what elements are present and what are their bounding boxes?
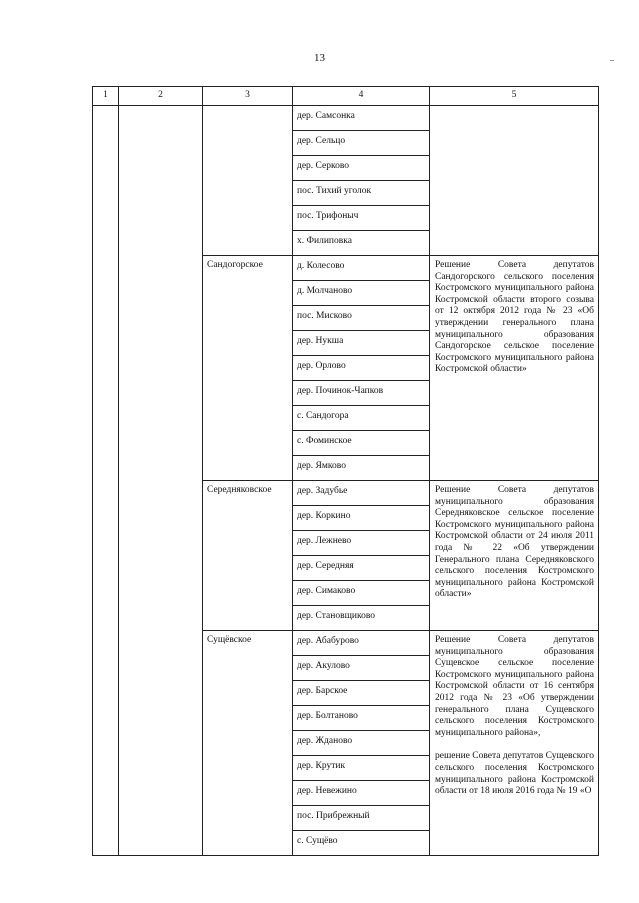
num-cell (93, 106, 119, 856)
locality-name: с. Сущёво (293, 831, 430, 856)
scan-mark (610, 60, 614, 61)
locality-name: дер. Невежино (293, 781, 430, 806)
header-row (93, 87, 599, 106)
locality-name: дер. Ямково (293, 456, 430, 481)
planning-document (430, 106, 599, 256)
locality-name: дер. Починок-Чапков (293, 381, 430, 406)
table-row (93, 106, 599, 131)
locality-name: дер. Середняя (293, 556, 430, 581)
locality-name: дер. Крутик (293, 756, 430, 781)
column-header: 2 (119, 87, 203, 106)
settlements-table (92, 86, 599, 856)
locality-name: пос. Трифоныч (293, 206, 430, 231)
locality-name: д. Колесово (293, 256, 430, 281)
locality-name: с. Сандогора (293, 406, 430, 431)
locality-name: дер. Акулово (293, 656, 430, 681)
settlement-name: Сущёвское (203, 631, 293, 856)
locality-name: дер. Становщиково (293, 606, 430, 631)
locality-name: дер. Серково (293, 156, 430, 181)
document-paragraph: Решение Совета депутатов муниципального образования Середняковское сельское поселение Костромского муниципального района Костромской области от 24 июля 2011 года № 22 «Об утверждении Генерального плана Середняковского сельского поселения Костромского муниципального района Костромской области» (435, 485, 594, 600)
locality-name: дер. Барское (293, 681, 430, 706)
locality-name: с. Фоминское (293, 431, 430, 456)
locality-name: пос. Мисково (293, 306, 430, 331)
locality-name: дер. Задубье (293, 481, 430, 506)
document-paragraph: решение Совета депутатов Сущевского сельского поселения Костромского муниципального района Костромской области от 18 июля 2016 года № 19 «О (435, 751, 594, 797)
column-header: 1 (93, 87, 119, 106)
planning-document (430, 481, 599, 631)
column-header: 5 (430, 87, 599, 106)
locality-name: дер. Сельцо (293, 131, 430, 156)
planning-document (430, 631, 599, 856)
settlement-name: Сандогорское (203, 256, 293, 481)
locality-name: х. Филиповка (293, 231, 430, 256)
locality-name: д. Молчаново (293, 281, 430, 306)
locality-name: дер. Самсонка (293, 106, 430, 131)
locality-name: дер. Коркино (293, 506, 430, 531)
settlement-name (203, 106, 293, 256)
locality-name: дер. Лежнево (293, 531, 430, 556)
planning-document (430, 256, 599, 481)
locality-name: пос. Тихий уголок (293, 181, 430, 206)
page-number: 13 (314, 52, 325, 64)
locality-name: дер. Симаково (293, 581, 430, 606)
column-header: 4 (293, 87, 430, 106)
document-paragraph: Решение Совета депутатов муниципального образования Сущевское сельское поселение Костромского муниципального района Костромской области от 16 сентября 2012 года № 23 «Об утверждении генерального плана Сущевского сельского поселения Костромского муниципального района», (435, 635, 594, 738)
locality-name: дер. Нукша (293, 331, 430, 356)
locality-name: дер. Жданово (293, 731, 430, 756)
column-header: 3 (203, 87, 293, 106)
locality-name: дер. Абабурово (293, 631, 430, 656)
district-cell (119, 106, 203, 856)
locality-name: дер. Болтаново (293, 706, 430, 731)
settlement-name: Середняковское (203, 481, 293, 631)
locality-name: дер. Орлово (293, 356, 430, 381)
document-paragraph: Решение Совета депутатов Сандогорского сельского поселения Костромского муниципального района Костромской области второго созыва от 12 октября 2012 года № 23 «Об утверждении генерального плана муниципального образования Сандогорское сельское поселение Костромского муниципального района Костромской области» (435, 260, 594, 375)
locality-name: пос. Прибрежный (293, 806, 430, 831)
